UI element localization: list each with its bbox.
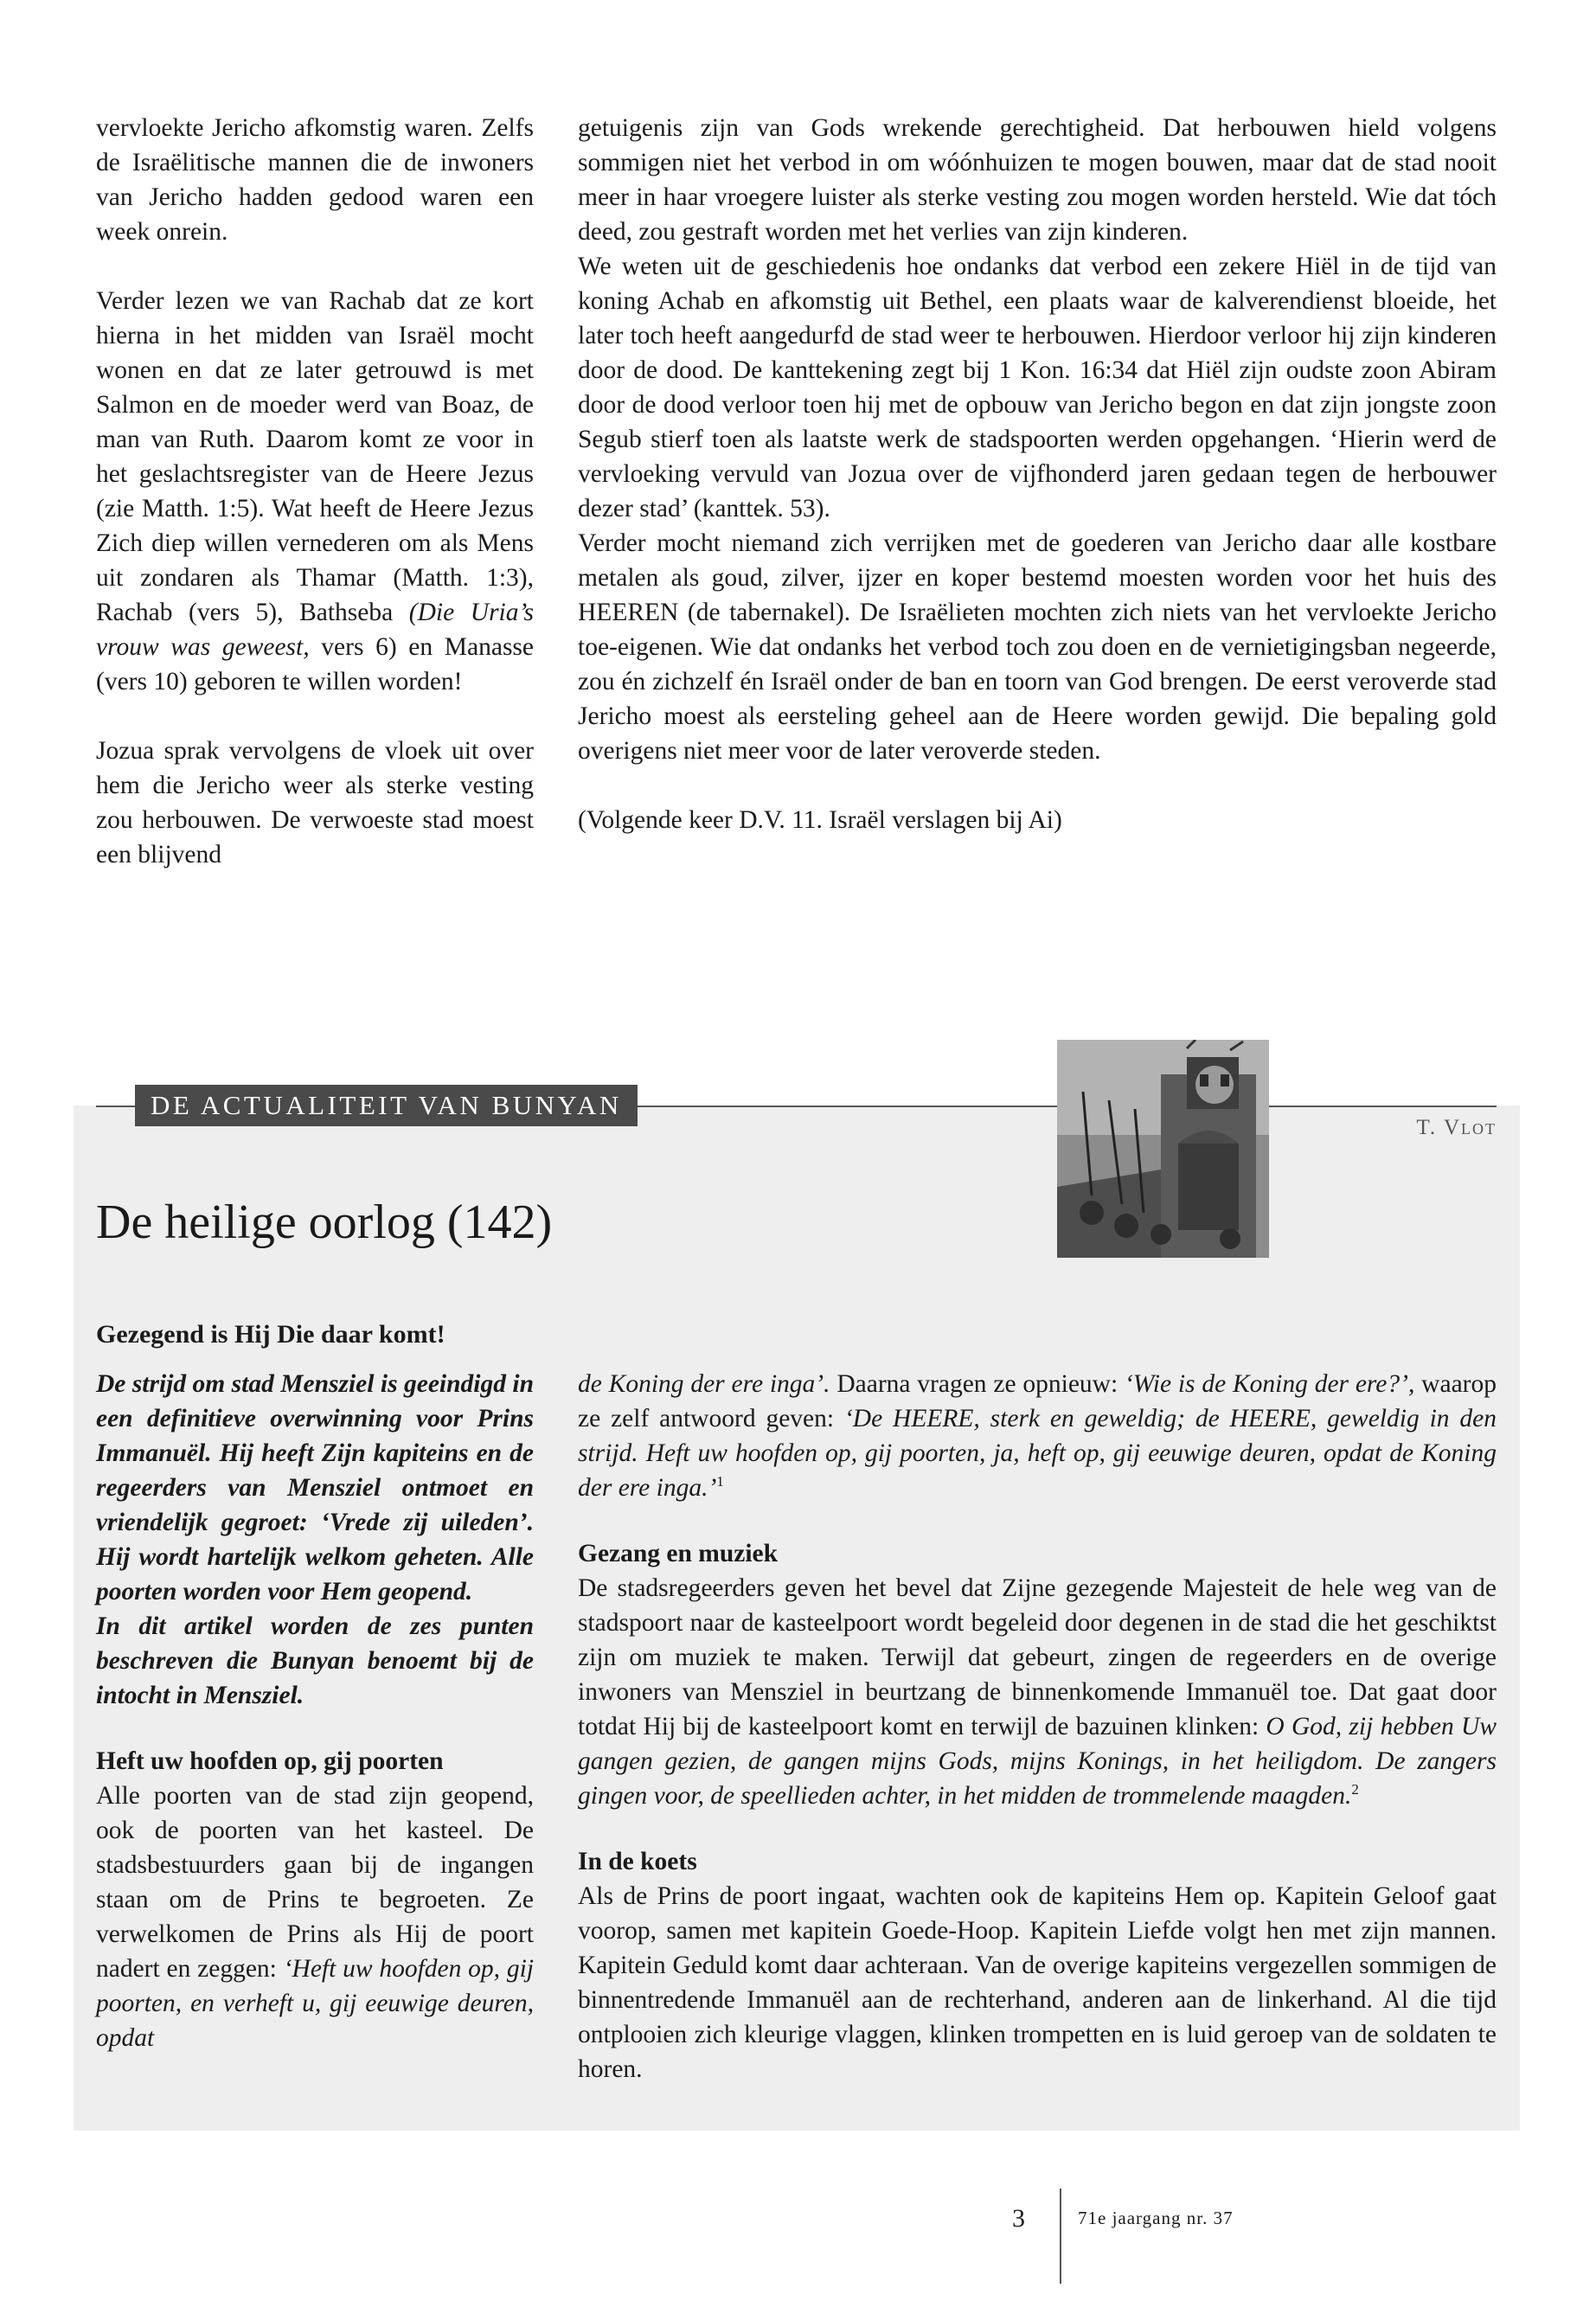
intro-text: De strijd om stad Mensziel is geeindigd in een definitieve overwinning voor Prins Immanuël. Hij heeft Zijn kapiteins en de regeerders van Mensziel ontmoet en vriendelijk gegroet: ‘Vrede zij uileden’. Hij wordt hartelijk welkom geheten. Alle poorten worden voor Hem geopend.: [96, 1370, 534, 1606]
top-left-column: [96, 111, 534, 872]
castle-illustration: [1057, 1040, 1269, 1258]
paragraph: Jozua sprak vervolgens de vloek uit over hem die Jericho weer als sterke vesting zou herbouwen. De verwoeste stad moest een blijvend: [96, 737, 534, 868]
paragraph: Als de Prins de poort ingaat, wachten ook de kapiteins Hem op. Kapitein Geloof gaat voorop, samen met kapitein Goede-Hoop. Kapitein Liefde volgt hen met zijn mannen. Kapitein Geduld komt daar achteraan. Van de overige kapiteins vergezellen sommigen de binnentredende Immanuël aan de rechterhand, anderen aan de linkerhand. Al die tijd ontplooien zich kleurige vlaggen, klinken trompetten en is luid geroep van de soldaten te horen.: [578, 1882, 1497, 2083]
article-title: De heilige oorlog (142): [96, 1195, 553, 1249]
paragraph: vervloekte Jericho afkomstig waren. Zelfs de Israëlitische mannen die de inwoners van Jericho hadden gedood waren een week onrein.: [96, 114, 534, 246]
section-label: DE ACTUALITEIT VAN BUNYAN: [135, 1085, 638, 1126]
article-subtitle: Gezegend is Hij Die daar komt!: [96, 1320, 445, 1349]
paragraph: Verder lezen we van Rachab dat ze kort hierna in het midden van Israël mocht wonen en dat ze later getrouwd is met Salmon en de moeder werd van Boaz, de man van Ruth. Daarom komt ze voor in het geslachtsregister van de Heere Jezus (zie Matth. 1:5). Wat heeft de Heere Jezus Zich diep willen vernederen om als Mens uit zondaren als Thamar (Matth. 1:3), Rachab (vers 5), Bathseba (Die Uria’s vrouw was geweest, vers 6) en Manasse (vers 10) geboren te willen worden!: [96, 287, 534, 695]
footnote-ref: 1: [716, 1473, 724, 1490]
page-number: 3: [1012, 2204, 1025, 2233]
subheading: In de koets: [578, 1848, 697, 1875]
paragraph: Alle poorten van de stad zijn geopend, ook de poorten van het kasteel. De stadsbestuurders gaan bij de ingangen staan om de Prins te begroeten. Ze verwelkomen de Prins als Hij de poort nadert en zeggen: ‘Heft uw hoofden op, gij poorten, en verheft u, gij eeuwige deuren, opdat: [96, 1782, 534, 2052]
paragraph: De stadsregeerders geven het bevel dat Zijne gezegende Majesteit de hele weg van de stadspoort naar de kasteelpoort wordt begeleid door degenen in de stad die het geschiktst zijn om muziek te maken. Terwijl dat gebeurt, zingen de regeerders en de overige inwoners van Mensziel in beurtzang de binnenkomende Immanuël toe. Dat gaat door totdat Hij bij de kasteelpoort komt en terwijl de bazuinen klinken: O God, zij hebben Uw gangen gezien, de gangen mijns Gods, mijns Konings, in het heiligdom. De zangers gingen voor, de speellieden achter, in het midden de trommelende maagden.$^2$: [578, 1574, 1497, 1810]
top-right-column: [578, 111, 1497, 837]
subheading: Gezang en muziek: [578, 1540, 779, 1567]
footer-divider: [1060, 2189, 1061, 2284]
subheading: Heft uw hoofden op, gij poorten: [96, 1747, 444, 1775]
next-episode-note: (Volgende keer D.V. 11. Israël verslagen bij Ai): [578, 806, 1062, 834]
article-right-column: [578, 1367, 1497, 2086]
paragraph: Verder mocht niemand zich verrijken met de goederen van Jericho daar alle kostbare metalen als goud, zilver, ijzer en koper bestemd moesten worden voor het huis des HEEREN (de tabernakel). De Israëlieten mochten zich niets van het vervloekte Jericho toe-eigenen. Wie dat ondanks het verbod toch zou doen en de vernietigingsban negeerde, zou én zichzelf én Israël onder de ban en toorn van God brengen. De eerst veroverde stad Jericho moest als eersteling geheel aan de Heere worden gewijd. Die bepaling gold overigens niet meer voor de later veroverde steden.: [578, 529, 1497, 765]
issue-info: 71e jaargang nr. 37: [1078, 2208, 1234, 2228]
article-left-column: [96, 1367, 534, 2055]
intro-text: In dit artikel worden de zes punten beschreven die Bunyan benoemt bij de intocht in Mensziel.: [96, 1612, 534, 1709]
author: T. Vlot: [1416, 1116, 1497, 1139]
paragraph: de Koning der ere inga’. Daarna vragen ze opnieuw: ‘Wie is de Koning der ere?’, waarop ze zelf antwoord geven: ‘De HEERE, sterk en geweldig; de HEERE, geweldig in den strijd. Heft uw hoofden op, gij poorten, ja, heft op, gij eeuwige deuren, opdat de Koning der ere inga.’$^1$: [578, 1370, 1497, 1502]
footnote-ref: 2: [1351, 1781, 1359, 1798]
paragraph: getuigenis zijn van Gods wrekende gerechtigheid. Dat herbouwen hield volgens sommigen niet het verbod in om wóónhuizen te mogen bouwen, maar dat de stad nooit meer in haar vroegere luister als sterke vesting zou mogen worden hersteld. Wie dat tóch deed, zou gestraft worden met het verlies van zijn kinderen.: [578, 114, 1497, 246]
paragraph: We weten uit de geschiedenis hoe ondanks dat verbod een zekere Hiël in de tijd van koning Achab en afkomstig uit Bethel, een plaats waar de kalverendienst bloeide, het later toch heeft aangedurfd de stad weer te herbouwen. Hierdoor verloor hij zijn kinderen door de dood. De kanttekening zegt bij 1 Kon. 16:34 dat Hiël zijn oudste zoon Abiram door de dood verloor toen hij met de opbouw van Jericho begon en dat zijn jongste zoon Segub stierf toen als laatste werk de stadspoorten werden opgehangen. ‘Hierin werd de vervloeking vervuld van Jozua over de vijfhonderd jaren gedaan tegen de herbouwer dezer stad’ (kanttek. 53).: [578, 253, 1497, 522]
